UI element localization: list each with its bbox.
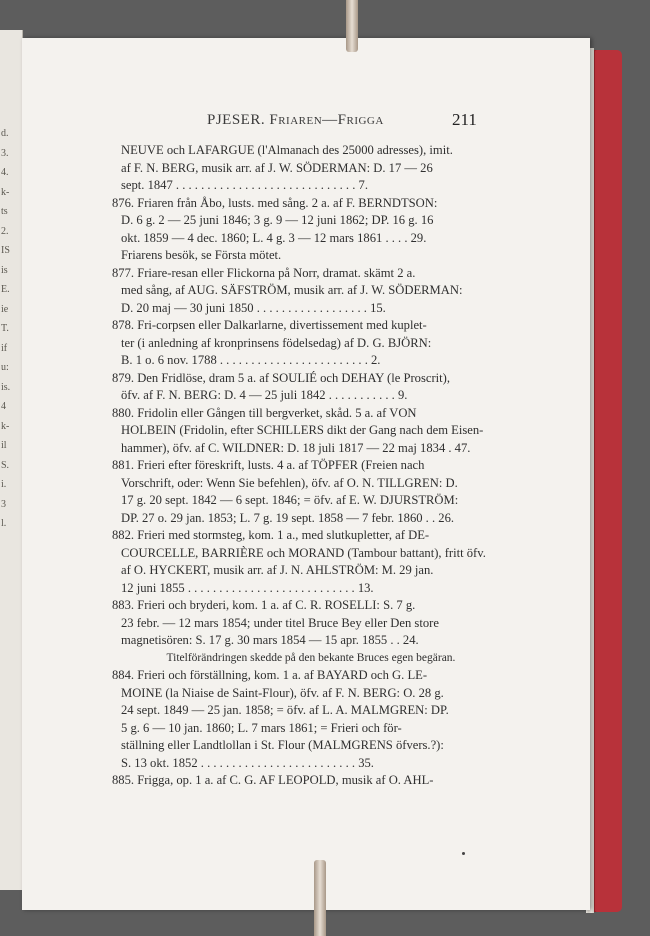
left-page-fragment: i. — [1, 479, 7, 490]
text-line: B. 1 o. 6 nov. 1788 . . . . . . . . . . . . . . . . . . . . . . . . 2. — [121, 353, 381, 367]
text-line: 17 g. 20 sept. 1842 — 6 sept. 1846; = öfv. af E. W. DJURSTRÖM: — [121, 493, 459, 507]
book-cover-edge — [592, 50, 622, 912]
left-page-fragment: 4 — [1, 401, 6, 412]
text-line: 23 febr. — 12 mars 1854; under titel Bruce Bey eller Den store — [121, 615, 439, 630]
text-line: DP. 27 o. 29 jan. 1853; L. 7 g. 19 sept. 1858 — 7 febr. 1860 . . 26. — [121, 510, 455, 525]
left-page-fragment: if — [1, 342, 8, 354]
left-page-fragment: is — [1, 264, 8, 276]
text-line: S. 13 okt. 1852 . . . . . . . . . . . . . . . . . . . . . . . . . 35. — [121, 755, 374, 770]
text-line: 883. Frieri och bryderi, kom. 1 a. af C. R. ROSELLI: S. 7 g. — [112, 598, 416, 612]
left-page-fragment: 2. — [1, 225, 9, 237]
left-page-fragment: 3 — [1, 498, 6, 510]
text-line: 876. Friaren från Åbo, lusts. med sång. 2 a. af F. BERNDTSON: — [112, 195, 438, 210]
text-line: 881. Frieri efter föreskrift, lusts. 4 a. af TÖPFER (Freien nach — [112, 458, 425, 472]
text-line: magnetisören: S. 17 g. 30 mars 1854 — 15 apr. 1855 . . 24. — [121, 633, 419, 647]
left-page-fragment: u: — [1, 362, 9, 373]
text-line: Friarens besök, se Första mötet. — [121, 248, 282, 262]
text-line: sept. 1847 . . . . . . . . . . . . . . . . . . . . . . . . . . . . . 7. — [121, 178, 368, 192]
text-line: 24 sept. 1849 — 25 jan. 1858; = öfv. af L. A. MALMGREN: DP. — [121, 703, 449, 717]
text-line: D. 20 maj — 30 juni 1850 . . . . . . . . . . . . . . . . . . 15. — [121, 300, 386, 315]
text-line: 885. Frigga, op. 1 a. af C. G. AF LEOPOLD, musik af O. AHL- — [112, 773, 434, 787]
text-line: af O. HYCKERT, musik arr. af J. N. AHLSTRÖM: M. 29 jan. — [121, 563, 434, 577]
left-page-fragment: IS — [1, 245, 10, 256]
left-page-fragment: E. — [1, 284, 10, 295]
left-page-fragment: 4. — [1, 167, 9, 178]
text-line: 880. Fridolin eller Gången till bergverket, skåd. 5 a. af VON — [112, 405, 417, 420]
left-page-fragment: k- — [1, 420, 10, 432]
text-line: okt. 1859 — 4 dec. 1860; L. 4 g. 3 — 12 mars 1861 . . . . 29. — [121, 230, 427, 245]
text-line: 879. Den Fridlöse, dram 5 a. af SOULIÉ och DEHAY (le Proscrit), — [112, 370, 450, 385]
text-line: 882. Frieri med stormsteg, kom. 1 a., med slutkupletter, af DE- — [112, 528, 430, 542]
page-number: 211 — [452, 110, 477, 129]
left-page-fragment: d. — [1, 128, 9, 139]
text-line: 878. Fri-corpsen eller Dalkarlarne, divertissement med kuplet- — [112, 318, 427, 332]
text-line: 12 juni 1855 . . . . . . . . . . . . . . . . . . . . . . . . . . . 13. — [121, 580, 374, 595]
ink-speck — [462, 852, 465, 855]
text-line: HOLBEIN (Fridolin, efter SCHILLERS dikt der Gang nach dem Eisen- — [121, 423, 484, 437]
bookmark-ribbon-bottom — [314, 860, 326, 936]
text-line: ställning eller Landtlollan i St. Flour (MALMGRENS öfvers.?): — [121, 738, 444, 752]
text-line: af F. N. BERG, musik arr. af J. W. SÖDERMAN: D. 17 — 26 — [121, 160, 433, 175]
text-line: hammer), öfv. af C. WILDNER: D. 18 juli 1817 — 22 maj 1834 . 47. — [121, 440, 471, 455]
running-head — [97, 72, 497, 129]
left-page-fragment: k- — [1, 186, 10, 198]
text-line: COURCELLE, BARRIÈRE och MORAND (Tambour battant), fritt öfv. — [121, 545, 486, 560]
left-page-fragment: l. — [1, 518, 7, 529]
left-page-fragment: is. — [1, 381, 11, 393]
text-line: öfv. af F. N. BERG: D. 4 — 25 juli 1842 . . . . . . . . . . . 9. — [121, 388, 408, 402]
left-page-fragment: ie — [1, 303, 9, 315]
text-line: Vorschrift, oder: Wenn Sie befehlen), öfv. af O. N. TILLGREN: D. — [121, 475, 458, 490]
footnote-line: Titelförändringen skedde på den bekante Bruces egen begäran. — [166, 651, 456, 664]
bookmark-ribbon-top — [346, 0, 358, 52]
text-line: med sång, af AUG. SÄFSTRÖM, musik arr. af J. W. SÖDERMAN: — [121, 283, 463, 297]
left-page-edge — [0, 30, 23, 890]
left-page-fragment: 3. — [1, 147, 9, 159]
text-line: D. 6 g. 2 — 25 juni 1846; 3 g. 9 — 12 juni 1862; DP. 16 g. 16 — [121, 213, 434, 227]
text-line: NEUVE och LAFARGUE (l'Almanach des 25000 adresses), imit. — [121, 143, 453, 157]
text-line: 884. Frieri och förställning, kom. 1 a. af BAYARD och G. LE- — [112, 668, 428, 682]
left-page-fragment: ts — [1, 206, 8, 217]
text-line: 5 g. 6 — 10 jan. 1860; L. 7 mars 1861; = Frieri och för- — [121, 720, 402, 735]
left-page-fragment: S. — [1, 459, 10, 471]
text-line: 877. Friare-resan eller Flickorna på Norr, dramat. skämt 2 a. — [112, 265, 416, 280]
text-line: ter (i anledning af kronprinsens födelsedag) af D. G. BJÖRN: — [121, 335, 432, 350]
left-page-fragment: T. — [1, 323, 9, 334]
text-line: MOINE (la Niaise de Saint-Flour), öfv. af F. N. BERG: O. 28 g. — [121, 685, 444, 700]
running-head-title: PJESER. Friaren—Frigga — [207, 112, 384, 128]
page-text-body — [112, 142, 502, 790]
left-page-fragment: il — [1, 440, 7, 451]
